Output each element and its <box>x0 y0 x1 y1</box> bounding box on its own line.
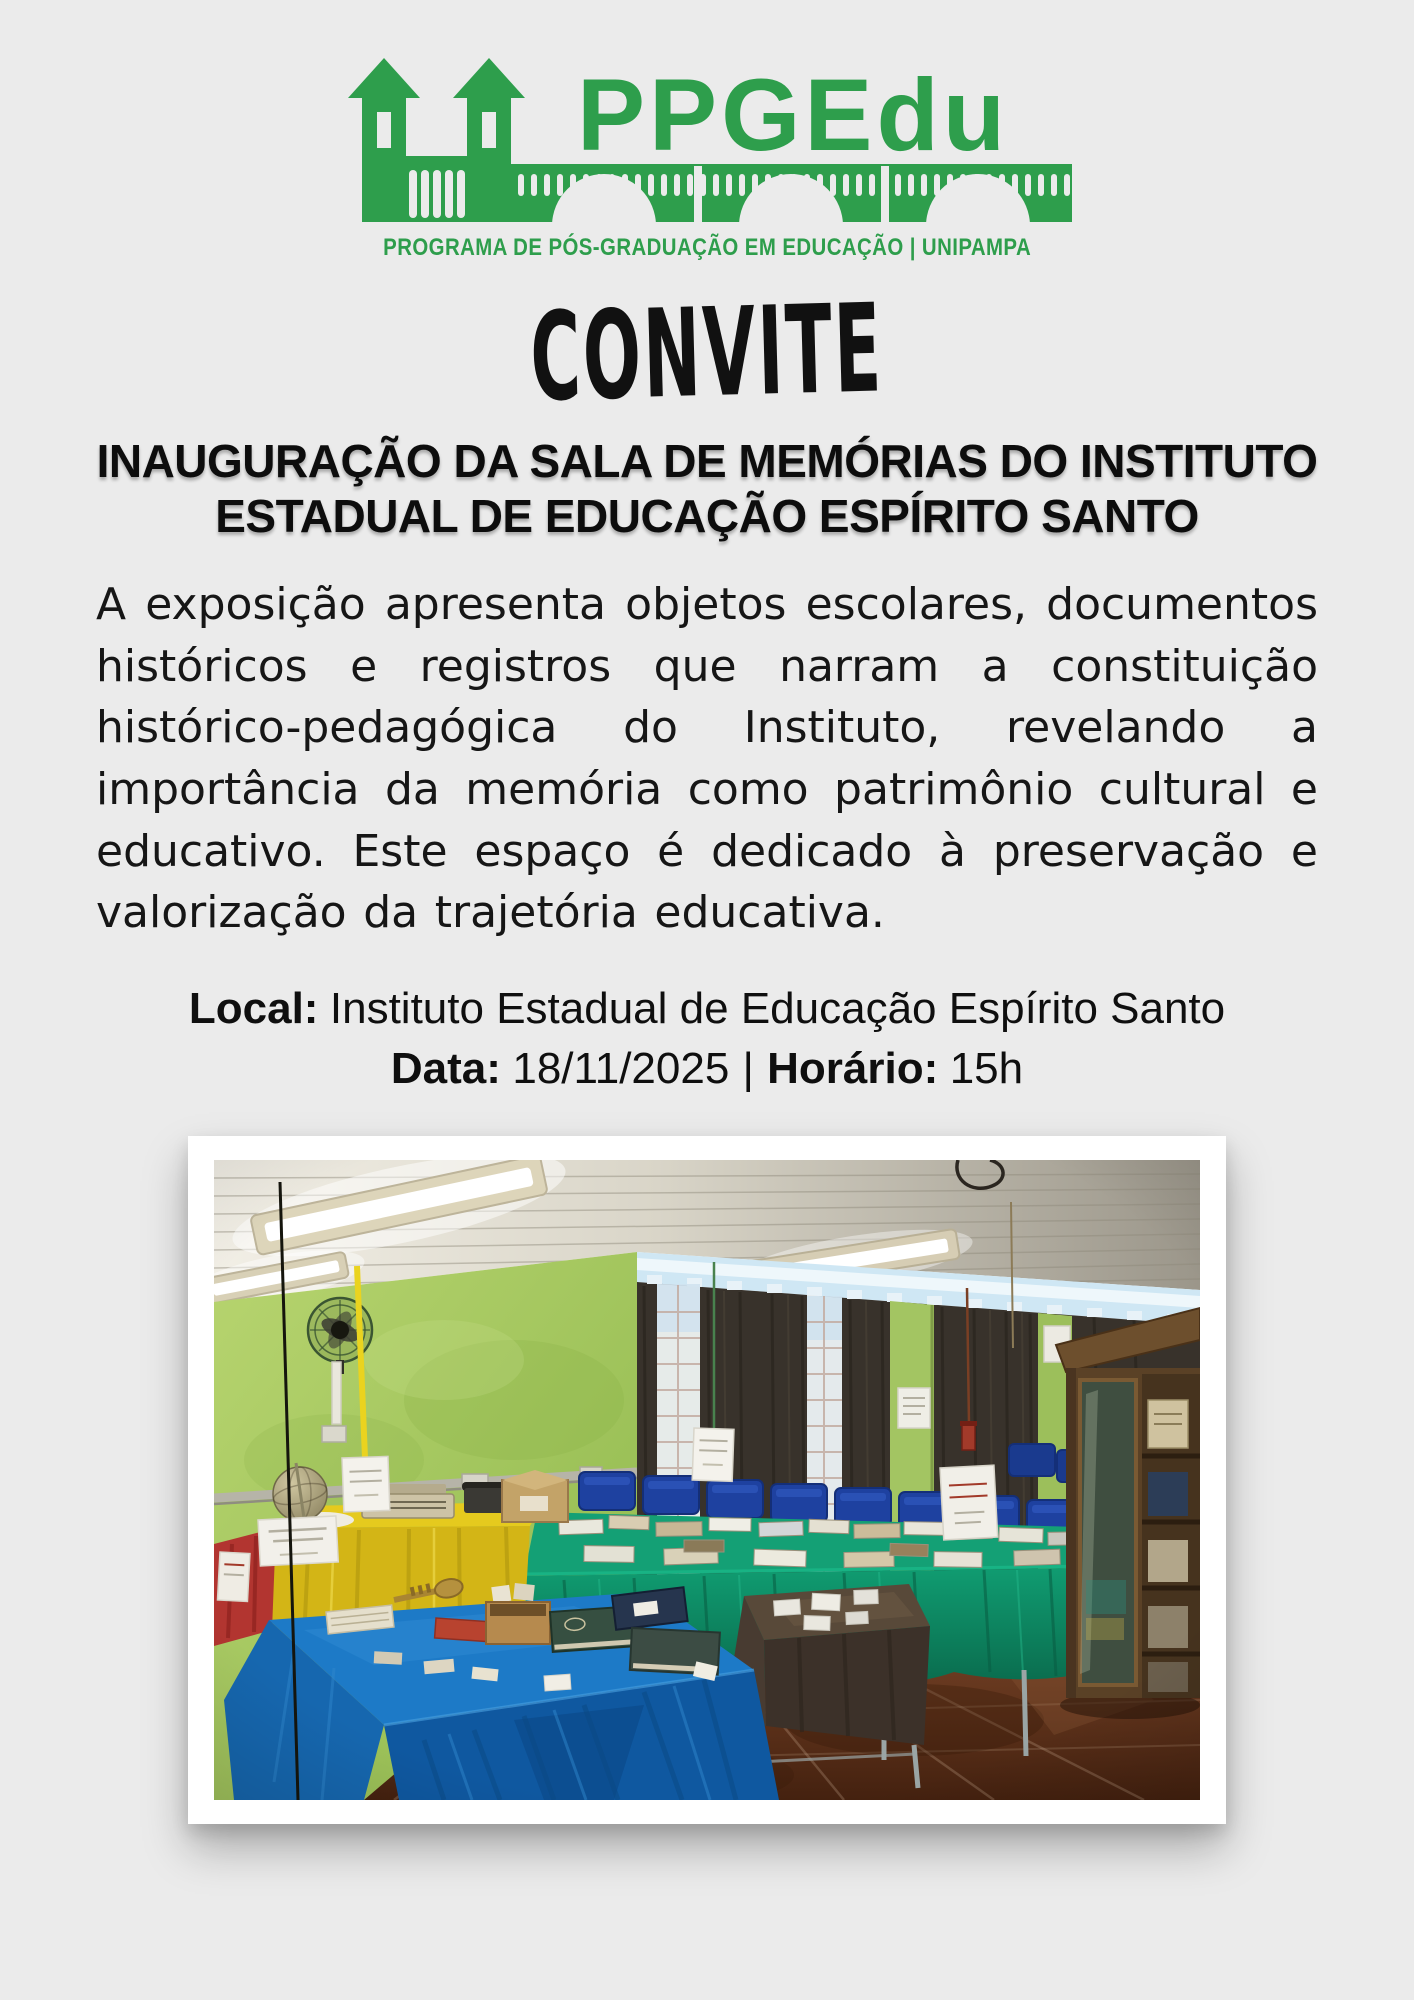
photo-vignette <box>214 1160 1200 1800</box>
ppgedu-logo <box>342 52 1072 222</box>
event-description: A exposição apresenta objetos escolares, documentos históricos e registros que narram a constituição histórico-pedagógica do Instituto, revelando a importância da memória como patrimônio cultural e educativo. Este espaço é dedicado à preservação e valorização da trajetória educativa. <box>96 579 1318 939</box>
location-value: Instituto Estadual de Educação Espírito Santo <box>329 983 1226 1033</box>
event-heading-line2: ESTADUAL DE EDUCAÇÃO ESPÍRITO SANTO <box>215 490 1199 543</box>
location-label: Local: <box>188 983 319 1033</box>
event-location-line <box>189 984 1225 1034</box>
date-value: 18/11/2025 <box>512 1043 730 1093</box>
time-label: Horário: <box>767 1043 939 1093</box>
program-tagline: PROGRAMA DE PÓS-GRADUAÇÃO EM EDUCAÇÃO | UNIPAMPA <box>383 234 1031 261</box>
memory-room-photo <box>214 1160 1200 1800</box>
event-heading <box>97 434 1318 544</box>
date-label: Data: <box>390 1043 501 1093</box>
brand-wordmark: PPGEdu <box>577 58 1010 172</box>
time-value: 15h <box>949 1043 1024 1093</box>
photo-frame <box>188 1136 1226 1824</box>
event-datetime-line <box>391 1044 1023 1094</box>
invite-title: CONVITE <box>528 277 886 429</box>
datetime-separator: | <box>742 1043 754 1093</box>
event-heading-line1: INAUGURAÇÃO DA SALA DE MEMÓRIAS DO INSTITUTO <box>96 434 1318 487</box>
